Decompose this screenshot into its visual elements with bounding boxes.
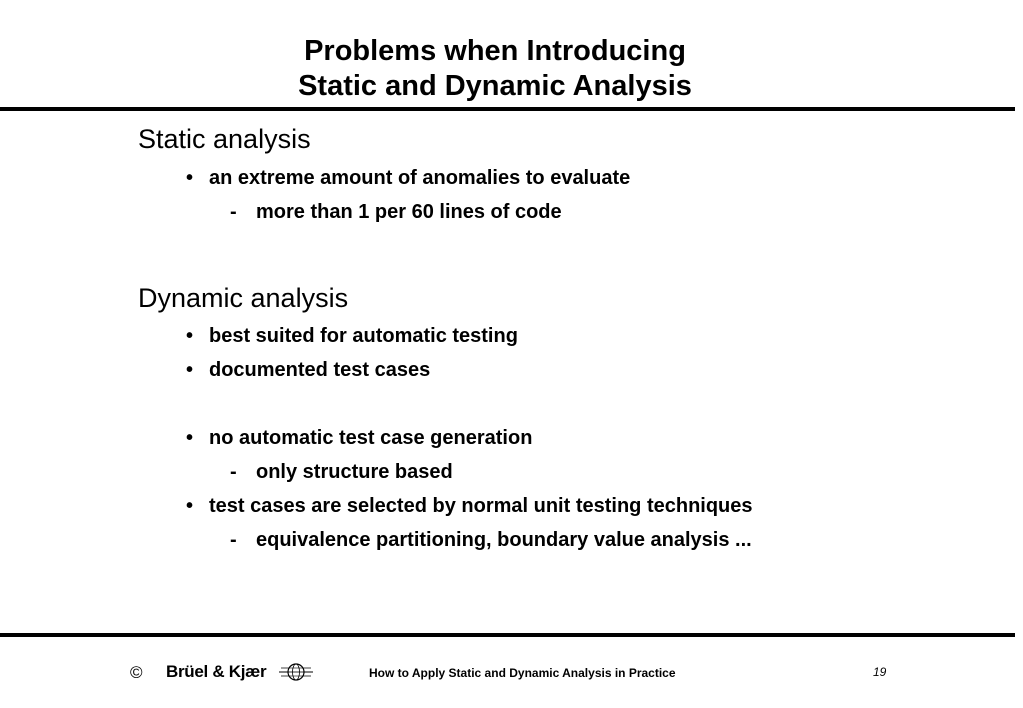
bullet-marker: • [186, 427, 194, 449]
sub-bullet-text: more than 1 per 60 lines of code [256, 201, 562, 223]
top-divider [0, 107, 1015, 111]
bullet-item [186, 494, 753, 518]
globe-logo-icon [279, 660, 313, 684]
static-analysis-heading: Static analysis [138, 124, 311, 154]
bullet-marker: • [186, 359, 194, 381]
bullet-marker: • [186, 495, 194, 517]
page-number: 19 [873, 665, 887, 679]
bullet-marker: • [186, 325, 194, 347]
sub-bullet-text: only structure based [256, 461, 453, 483]
sub-bullet-item [230, 460, 453, 484]
bullet-item [186, 324, 518, 348]
bottom-divider [0, 633, 1015, 637]
bullet-text: best suited for automatic testing [209, 325, 518, 347]
sub-bullet-text: equivalence partitioning, boundary value analysis ... [256, 529, 752, 551]
dash-marker: - [230, 461, 237, 483]
dash-marker: - [230, 529, 237, 551]
bullet-text: an extreme amount of anomalies to evaluate [209, 167, 631, 189]
bullet-text: no automatic test case generation [209, 427, 533, 449]
bullet-text: test cases are selected by normal unit testing techniques [209, 495, 753, 517]
slide-title-line-1: Problems when Introducing [304, 35, 686, 67]
sub-bullet-item [230, 528, 752, 552]
dash-marker: - [230, 201, 237, 223]
dynamic-analysis-heading: Dynamic analysis [138, 283, 349, 313]
bullet-text: documented test cases [209, 359, 431, 381]
sub-bullet-item [230, 200, 562, 224]
footer-caption: How to Apply Static and Dynamic Analysis in Practice [369, 666, 676, 680]
bullet-item [186, 358, 430, 382]
slide-title-line-2: Static and Dynamic Analysis [298, 70, 692, 102]
bullet-item [186, 426, 532, 450]
brand-name: Brüel & Kjær [166, 662, 267, 681]
bullet-marker: • [186, 167, 194, 189]
copyright-symbol: © [130, 663, 143, 682]
bullet-item [186, 166, 630, 190]
